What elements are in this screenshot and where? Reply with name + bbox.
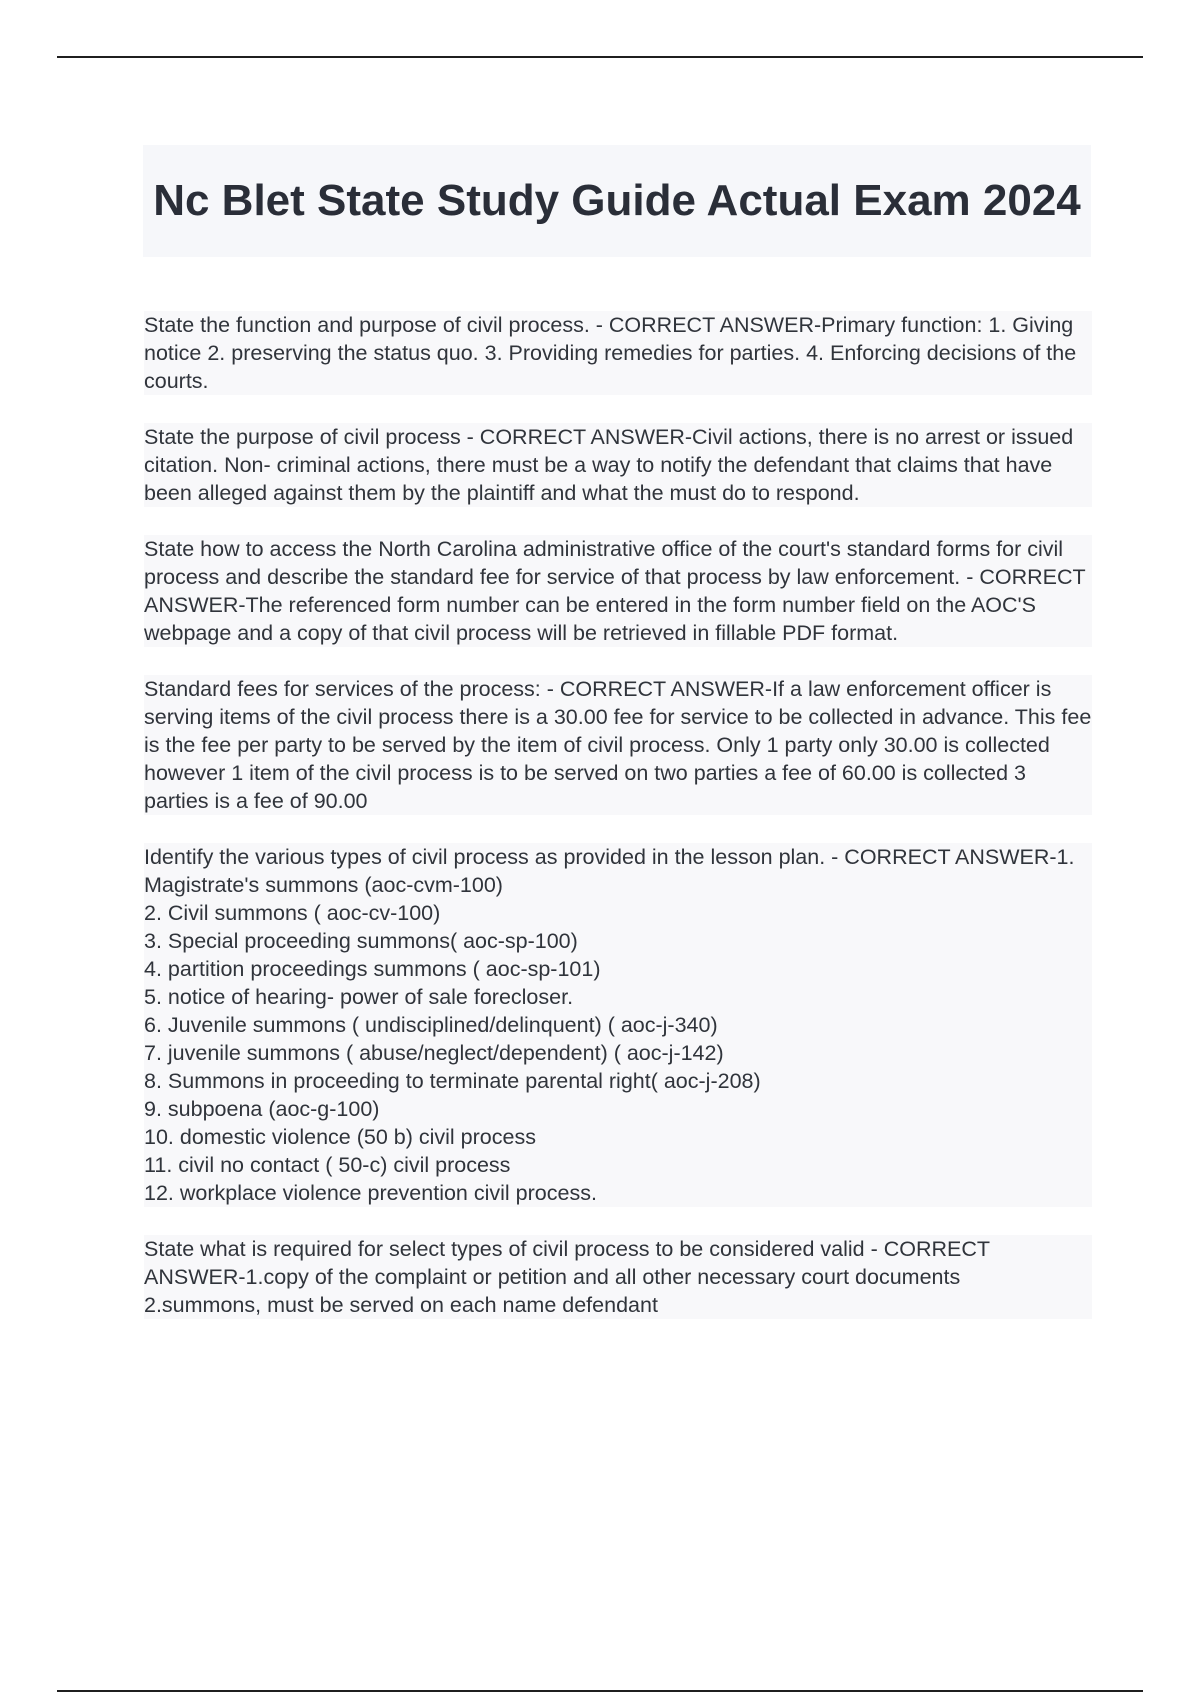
title-box: [143, 145, 1091, 257]
qa-entry-4: Standard fees for services of the process: - CORRECT ANSWER-If a law enforcement officer is serving items of the civil process there is a 30.00 fee for service to be collected in advance. This fee is the fee per party to be served by the item of civil process. Only 1 party only 30.00 is collected however 1 item of the civil process is to be served on two parties a fee of 60.00 is collected 3 parties is a fee of 90.00: [144, 677, 1092, 813]
qa-entry-5: Identify the various types of civil process as provided in the lesson plan. - CORRECT ANSWER-1. Magistrate's summons (aoc-cvm-100) 2. Civil summons ( aoc-cv-100) 3. Special proceeding summons( aoc-sp-100) 4. partition proceedings summons ( aoc-sp-101) 5. notice of hearing- power of sale forecloser. 6. Juvenile summons ( undisciplined/delinquent) ( aoc-j-340) 7. juvenile summons ( abuse/neglect/dependent) ( aoc-j-142) 8. Summons in proceeding to terminate parental right( aoc-j-208) 9. subpoena (aoc-g-100) 10. domestic violence (50 b) civil process 11. civil no contact ( 50-c) civil process 12. workplace violence prevention civil process.: [144, 843, 1092, 1207]
qa-entry-1: State the function and purpose of civil process. - CORRECT ANSWER-Primary function: 1. Giving notice 2. preserving the status quo. 3. Providing remedies for parties. 4. Enforcing decisions of the courts.: [144, 311, 1092, 395]
qa-entry-2: State the purpose of civil process - CORRECT ANSWER-Civil actions, there is no arrest or issued citation. Non- criminal actions, there must be a way to notify the defendant that claims that have been alleged against them by the plaintiff and what the must do to respond.: [144, 423, 1092, 507]
top-rule: [57, 56, 1143, 58]
document-body: [144, 311, 1092, 1347]
qa-entry-3: State how to access the North Carolina administrative office of the court's standard forms for civil process and describe the standard fee for service of that process by law enforcement. - CORRECT ANSWER-The referenced form number can be entered in the form number field on the AOC'S webpage and a copy of that civil process will be retrieved in fillable PDF format.: [144, 535, 1092, 647]
qa-entry-6: State what is required for select types of civil process to be considered valid - CORRECT ANSWER-1.copy of the complaint or petition and all other necessary court documents 2.summons, must be served on each name defendant: [144, 1235, 1092, 1319]
bottom-rule: [57, 1690, 1143, 1692]
document-title: Nc Blet State Study Guide Actual Exam 2024: [153, 176, 1081, 225]
